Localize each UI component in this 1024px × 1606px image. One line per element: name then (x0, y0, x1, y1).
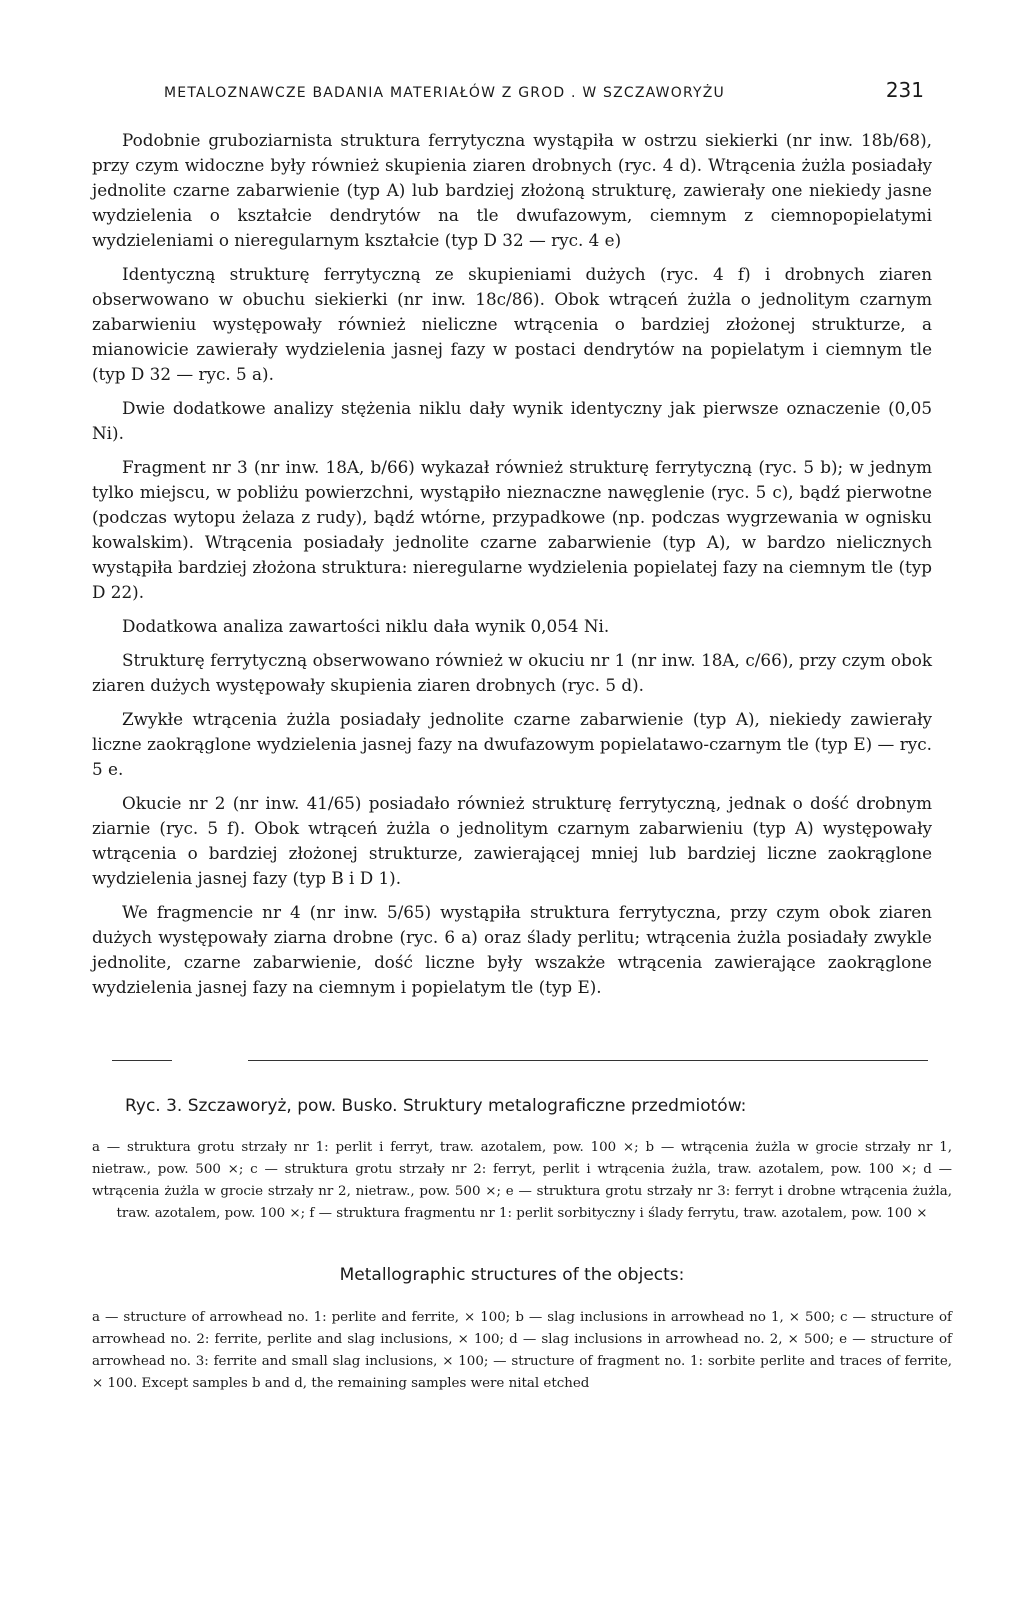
paragraph: We fragmencie nr 4 (nr inw. 5/65) wystąpiła struktura ferrytyczna, przy czym obok ziaren dużych występowały ziarna drobne (ryc. 6 a) oraz ślady perlitu; wtrącenia żużla posiadały zwykle jednolite, czarne zabarwienie, dość liczne były wszakże wtrącenia zawierające zaokrąglone wydzielenia jasnej fazy na ciemnym i popielatym tle (typ E). (92, 902, 932, 997)
separator-rule-long (248, 1060, 928, 1061)
paragraph: Podobnie gruboziarnista struktura ferrytyczna wystąpiła w ostrzu siekierki (nr inw. 18b/68), przy czym widoczne były również skupienia ziaren drobnych (ryc. 4 d). Wtrącenia żużla posiadały jednolite czarne zabarwienie (typ A) lub bardziej złożoną strukturę, zawierały one niekiedy jasne wydzielenia o kształcie dendrytów na tle dwufazowym, ciemnym z ciemnopopielatymi wydzieleniami o nieregularnym kształcie (typ D 32 — ryc. 4 e) (92, 130, 932, 250)
running-header (164, 78, 924, 102)
paragraph: Strukturę ferrytyczną obserwowano również w okuciu nr 1 (nr inw. 18A, c/66), przy czym obok ziaren dużych występowały skupienia ziaren drobnych (ryc. 5 d). (92, 650, 932, 695)
running-title: METALOZNAWCZE BADANIA MATERIAŁÓW Z GROD . W SZCZAWORYŻU (164, 85, 725, 101)
paragraph: Dodatkowa analiza zawartości niklu dała wynik 0,054 Ni. (122, 616, 610, 636)
figure-caption-text-pl: a — struktura grotu strzały nr 1: perlit i ferryt, traw. azotalem, pow. 100 ×; b — wtrącenia żużla w grocie strzały nr 1, nietraw., pow. 500 ×; c — struktura grotu strzały nr 2: ferryt, perlit i wtrącenia żużla, traw. azotalem, pow. 100 ×; d — wtrącenia żużla w grocie strzały nr 2, nietraw., pow. 500 ×; e — struktura grotu strzały nr 3: ferryt i drobne wtrącenia żużla, traw. azotalem, pow. 100 ×; f — struktura fragmentu nr 1: perlit sorbityczny i ślady ferrytu, traw. azotalem, pow. 100 × (92, 1140, 952, 1221)
paragraph: Fragment nr 3 (nr inw. 18A, b/66) wykazał również strukturę ferrytyczną (ryc. 5 b); w jednym tylko miejscu, w pobliżu powierzchni, wystąpiło nieznaczne nawęglenie (ryc. 5 c), bądź pierwotne (podczas wytopu żelaza z rudy), bądź wtórne, przypadkowe (np. podczas wygrzewania w ognisku kowalskim). Wtrącenia posiadały jednolite czarne zabarwienie (typ A), w bardzo nielicznych wystąpiła bardziej złożona struktura: nieregularne wydzielenia popielatej fazy na ciemnym tle (typ D 22). (92, 457, 932, 602)
separator-rule-short (112, 1060, 172, 1061)
page-number: 231 (885, 78, 924, 102)
paragraph: Dwie dodatkowe analizy stężenia niklu dały wynik identyczny jak pierwsze oznaczenie (0,05 Ni). (92, 398, 932, 443)
figure-caption-title-en: Metallographic structures of the objects: (339, 1265, 685, 1285)
figure-caption-text-en: a — structure of arrowhead no. 1: perlite and ferrite, × 100; b — slag inclusions in arrowhead no 1, × 500; c — structure of arrowhead no. 2: ferrite, perlite and slag inclusions, × 100; d — slag inclusions in arrowhead no. 2, × 500; e — structure of arrowhead no. 3: ferrite and small slag inclusions, × 100; — structure of fragment no. 1: sorbite perlite and traces of ferrite, × 100. Except samples b and d, the remaining samples were nital etched (92, 1310, 952, 1391)
paragraph: Zwykłe wtrącenia żużla posiadały jednolite czarne zabarwienie (typ A), niekiedy zawierały liczne zaokrąglone wydzielenia jasnej fazy na dwufazowym popielatawo-czarnym tle (typ E) — ryc. 5 e. (92, 709, 932, 779)
body-text (92, 128, 932, 1009)
paragraph: Okucie nr 2 (nr inw. 41/65) posiadało również strukturę ferrytyczną, jednak o dość drobnym ziarnie (ryc. 5 f). Obok wtrąceń żużla o jednolitym czarnym zabarwieniu (typ A) występowały wtrącenia o bardziej złożonej strukturze, zawierającej mniej lub bardziej liczne zaokrąglone wydzielenia jasnej fazy (typ B i D 1). (92, 793, 932, 888)
figure-caption-title: Ryc. 3. Szczaworyż, pow. Busko. Struktury metalograficzne przedmiotów: (125, 1096, 747, 1116)
paragraph: Identyczną strukturę ferrytyczną ze skupieniami dużych (ryc. 4 f) i drobnych ziaren obserwowano w obuchu siekierki (nr inw. 18c/86). Obok wtrąceń żużla o jednolitym czarnym zabarwieniu występowały również nieliczne wtrącenia o bardziej złożonej strukturze, a mianowicie zawierały wydzielenia jasnej fazy w postaci dendrytów na popielatym i ciemnym tle (typ D 32 — ryc. 5 a). (92, 264, 932, 384)
